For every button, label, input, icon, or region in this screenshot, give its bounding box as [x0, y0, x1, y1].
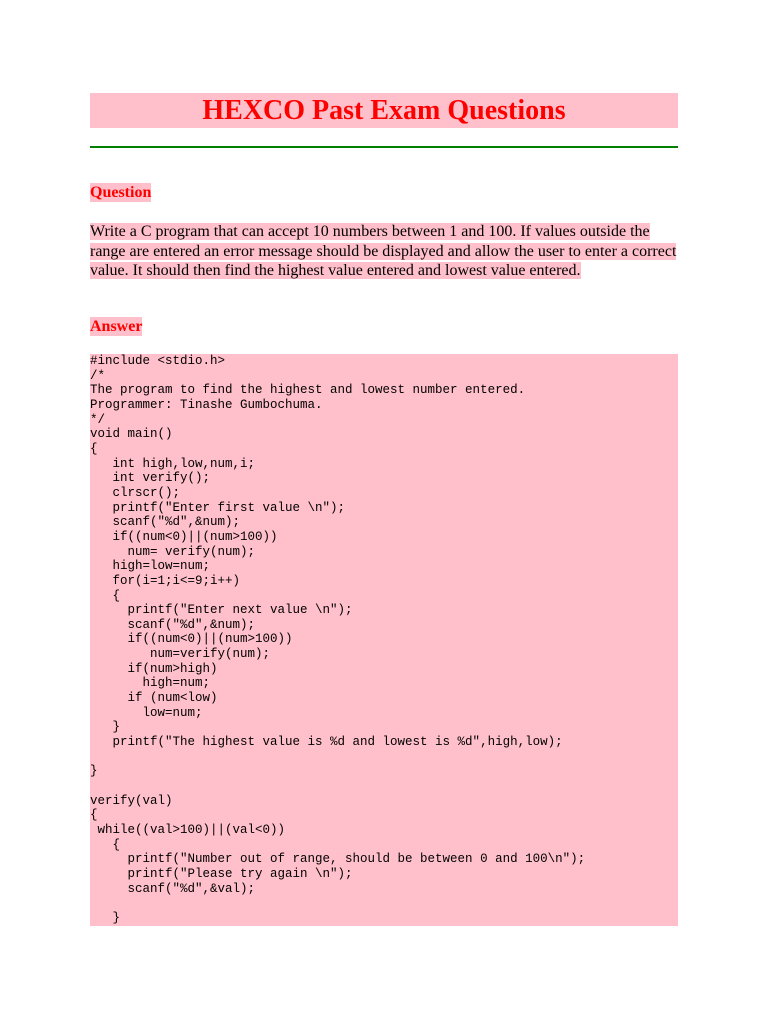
- answer-heading: Answer: [90, 318, 143, 335]
- question-text: Write a C program that can accept 10 numbers between 1 and 100. If values outside the range are entered an error message should be displayed and allow the user to enter a correct value. It should then find the highest value entered and lowest value entered.: [90, 223, 677, 279]
- answer-code-block: #include <stdio.h> /* The program to find the highest and lowest number entered. Programmer: Tinashe Gumbochuma. */ void main() { int high,low,num,i; int verify(); clrscr(); printf("Enter first value \n"); scanf("%d",&num); if((num<0)||(num>100)) num= verify(num); high=low=num; for(i=1;i<=9;i++) { printf("Enter next value \n"); scanf("%d",&num); if((num<0)||(num>100)) num=verify(num); if(num>high) high=num; if (num<low) low=num; } printf("The highest value is %d and lowest is %d",high,low); } verify(val) { while((val>100)||(val<0)) { printf("Number out of range, should be between 0 and 100\n"); printf("Please try again \n"); scanf("%d",&val); }: [90, 354, 678, 926]
- horizontal-divider: [90, 146, 678, 148]
- page-title: HEXCO Past Exam Questions: [90, 93, 678, 128]
- question-text-block: [90, 222, 678, 281]
- question-heading: Question: [90, 184, 152, 201]
